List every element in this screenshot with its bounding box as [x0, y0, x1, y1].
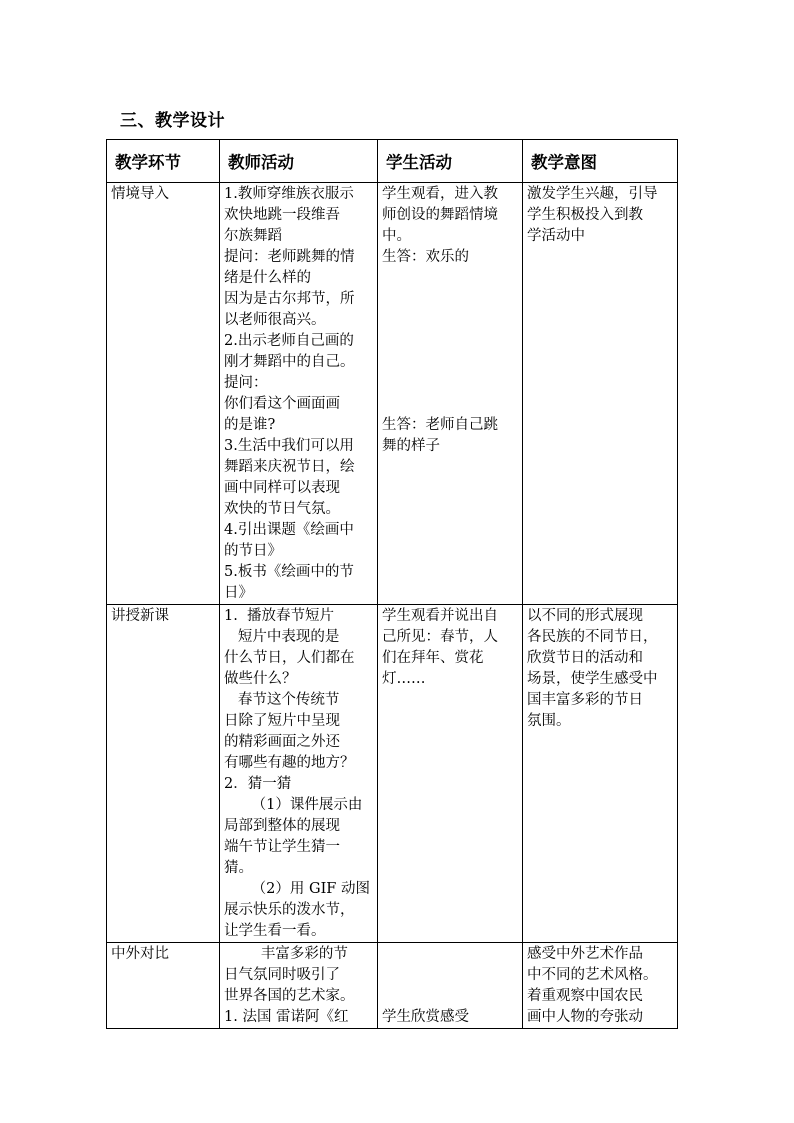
cell-text-line: 生答：老师自己跳	[382, 417, 498, 433]
table-header-row	[107, 140, 678, 183]
cell-text-line: 4.引出课题《绘画中	[224, 522, 354, 538]
cell-text-line: 提问：	[224, 375, 268, 391]
cell-text-line: 场景，使学生感受中	[527, 671, 658, 687]
cell-text-line: 有哪些有趣的地方？	[224, 755, 355, 771]
cell-text-line: 端午节让学生猜一	[224, 839, 340, 855]
cell-text-line	[382, 352, 518, 373]
cell-text-line: 什么节日，人们都在	[224, 650, 355, 666]
cell-text-line: 短片中表现的是	[224, 629, 340, 645]
table-row	[107, 605, 678, 943]
cell-text-line: 欢快的节日气氛。	[224, 501, 340, 517]
cell-text-line: 5.板书《绘画中的节	[224, 564, 354, 580]
cell-stage	[107, 943, 220, 1029]
cell-text-line: 国丰富多彩的节日	[527, 692, 643, 708]
cell-text-line: 绪是什么样的	[224, 270, 311, 286]
cell-text-line: 讲授新课	[111, 608, 169, 624]
cell-text-line: 画中人物的夸张动	[527, 1009, 643, 1025]
cell-text-line: 让学生看一看。	[224, 923, 326, 939]
cell-text-line: 你们看这个画面画	[224, 396, 340, 412]
cell-text-line: 提问：老师跳舞的情	[224, 249, 355, 265]
cell-text-line: 以不同的形式展现	[527, 608, 643, 624]
header-stage: 教学环节	[107, 140, 220, 183]
cell-text-line: 猜。	[224, 860, 253, 876]
cell-text-line: 刚才舞蹈中的自己。	[224, 354, 355, 370]
teaching-design-table	[106, 139, 678, 1029]
cell-text-line: 世界各国的艺术家。	[224, 988, 355, 1004]
cell-teaching-intent	[523, 605, 678, 943]
cell-text-line: 学生观看，进入教	[382, 186, 498, 202]
cell-text-line: 中外对比	[111, 946, 169, 962]
cell-student-activity	[378, 183, 523, 605]
cell-text-line	[382, 268, 518, 289]
cell-text-line: 中不同的艺术风格。	[527, 967, 658, 983]
header-teaching-intent: 教学意图	[523, 140, 678, 183]
cell-text-line: （2）用 GIF 动图	[224, 881, 370, 897]
cell-text-line: 春节这个传统节	[224, 692, 340, 708]
cell-text-line	[382, 310, 518, 331]
cell-text-line: 灯……	[382, 671, 426, 687]
cell-text-line: 的是谁?	[224, 417, 276, 433]
cell-text-line: 局部到整体的展现	[224, 818, 340, 834]
cell-text-line: 欢快地跳一段维吾	[224, 207, 340, 223]
cell-text-line: 们在拜年、赏花	[382, 650, 484, 666]
cell-text-line: 3.生活中我们可以用	[224, 438, 354, 454]
header-student-activity: 学生活动	[378, 140, 523, 183]
cell-text-line: 丰富多彩的节	[224, 946, 348, 962]
cell-text-line: 学生观看并说出自	[382, 608, 498, 624]
cell-text-line	[382, 289, 518, 310]
cell-text-line	[382, 965, 518, 986]
cell-text-line: （1）课件展示由	[224, 797, 363, 813]
cell-teacher-activity	[220, 605, 378, 943]
cell-stage	[107, 605, 220, 943]
cell-text-line: 舞蹈来庆祝节日，绘	[224, 459, 355, 475]
section-heading: 三、教学设计	[120, 111, 225, 131]
cell-stage	[107, 183, 220, 605]
cell-text-line: 1.教师穿维族衣服示	[224, 186, 354, 202]
cell-text-line: 舞的样子	[382, 438, 440, 454]
cell-text-line: 己所见：春节，人	[382, 629, 498, 645]
cell-text-line: 日》	[224, 585, 253, 601]
cell-text-line: 学活动中	[527, 228, 585, 244]
table-row	[107, 943, 678, 1029]
cell-text-line: 的精彩画面之外还	[224, 734, 340, 750]
cell-text-line: 因为是古尔邦节，所	[224, 291, 355, 307]
cell-text-line: 画中同样可以表现	[224, 480, 340, 496]
table-row	[107, 183, 678, 605]
cell-text-line: 感受中外艺术作品	[527, 946, 643, 962]
header-teacher-activity: 教师活动	[220, 140, 378, 183]
cell-text-line: 生答：欢乐的	[382, 249, 469, 265]
cell-text-line: 1. 播放春节短片	[224, 608, 335, 624]
cell-text-line: 2.出示老师自己画的	[224, 333, 354, 349]
cell-teacher-activity	[220, 943, 378, 1029]
cell-text-line: 师创设的舞蹈情境	[382, 207, 498, 223]
cell-text-line: 尔族舞蹈	[224, 228, 282, 244]
cell-student-activity	[378, 605, 523, 943]
cell-teacher-activity	[220, 183, 378, 605]
cell-text-line: 激发学生兴趣，引导	[527, 186, 658, 202]
cell-text-line	[382, 944, 518, 965]
cell-text-line: 学生积极投入到教	[527, 207, 643, 223]
cell-text-line: 欣赏节日的活动和	[527, 650, 643, 666]
cell-text-line: 做些什么？	[224, 671, 297, 687]
cell-student-activity	[378, 943, 523, 1029]
cell-text-line: 展示快乐的泼水节，	[224, 902, 355, 918]
cell-teaching-intent	[523, 183, 678, 605]
cell-text-line: 的节日》	[224, 543, 282, 559]
cell-teaching-intent	[523, 943, 678, 1029]
cell-text-line: 日除了短片中呈现	[224, 713, 340, 729]
cell-text-line: 学生欣赏感受	[382, 1009, 469, 1025]
cell-text-line: 以老师很高兴。	[224, 312, 326, 328]
cell-text-line: 中。	[382, 228, 411, 244]
cell-text-line: 着重观察中国农民	[527, 988, 643, 1004]
cell-text-line	[382, 373, 518, 394]
cell-text-line: 氛围。	[527, 713, 571, 729]
cell-text-line: 2．猜一猜	[224, 776, 292, 792]
cell-text-line	[382, 331, 518, 352]
cell-text-line	[382, 394, 518, 415]
cell-text-line: 情境导入	[111, 186, 169, 202]
cell-text-line: 1. 法国 雷诺阿《红	[224, 1009, 349, 1025]
cell-text-line: 各民族的不同节日，	[527, 629, 658, 645]
cell-text-line	[382, 986, 518, 1007]
cell-text-line: 日气氛同时吸引了	[224, 967, 340, 983]
